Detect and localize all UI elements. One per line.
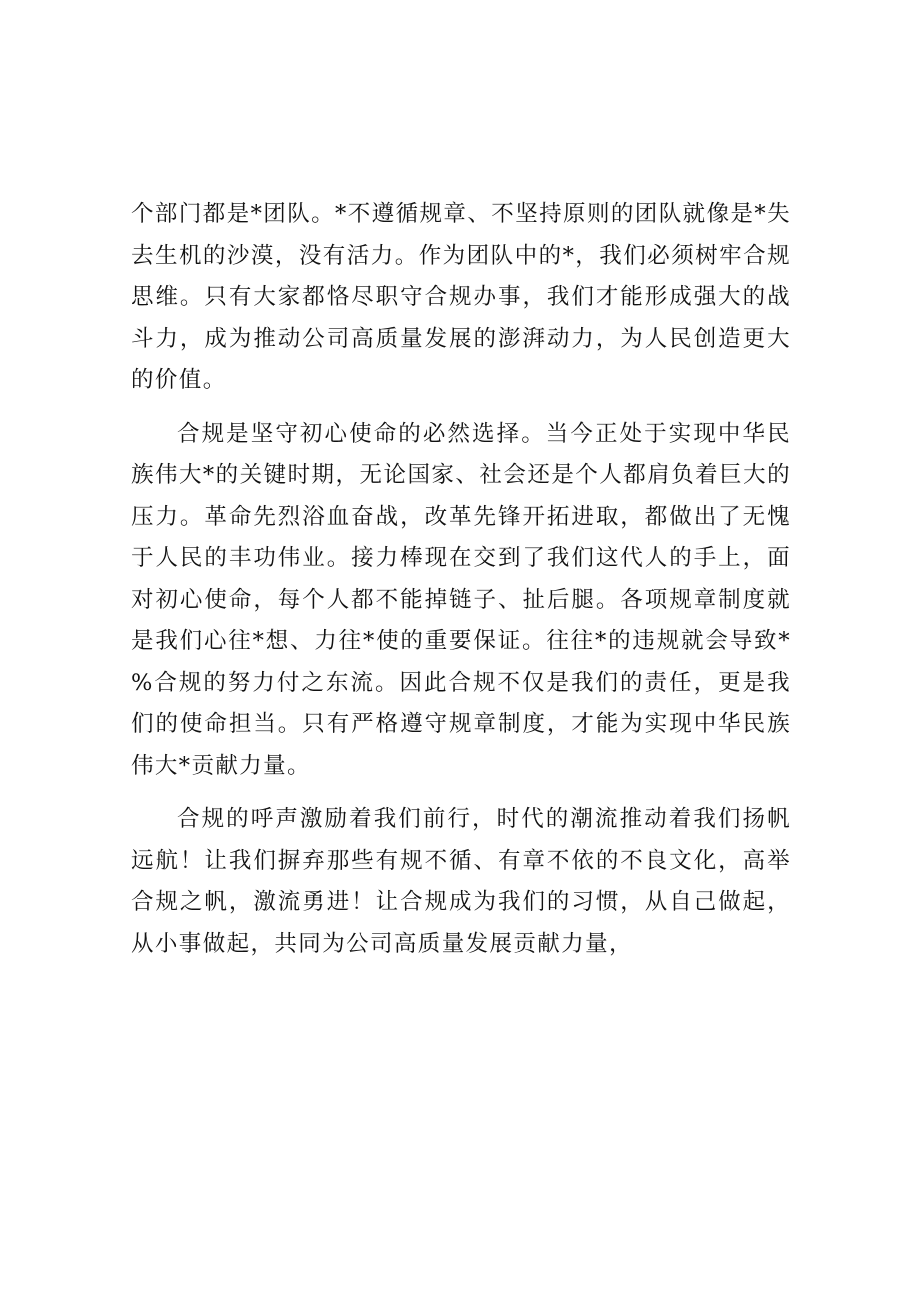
paragraph-1: 个部门都是*团队。*不遵循规章、不坚持原则的团队就像是*失去生机的沙漠，没有活力。作为团队中的*，我们必须树牢合规思维。只有大家都恪尽职守合规办事，我们才能形成强大的战斗力，成为推动公司高质量发展的澎湃动力，为人民创造更大的价值。 bbox=[131, 201, 791, 393]
paragraph-3: 合规的呼声激励着我们前行，时代的潮流推动着我们扬帆远航！让我们摒弃那些有规不循、有章不依的不良文化，高举合规之帆，激流勇进！让合规成为我们的习惯，从自己做起，从小事做起，共同为公司高质量发展贡献力量， bbox=[131, 806, 791, 957]
paragraph-2: 合规是坚守初心使命的必然选择。当今正处于实现中华民族伟大*的关键时期，无论国家、社会还是个人都肩负着巨大的压力。革命先烈浴血奋战，改革先锋开拓进取，都做出了无愧于人民的丰功伟业。接力棒现在交到了我们这代人的手上，面对初心使命，每个人都不能掉链子、扯后腿。各项规章制度就是我们心往*想、力往*使的重要保证。往往*的违规就会导致*%合规的努力付之东流。因此合规不仅是我们的责任，更是我们的使命担当。只有严格遵守规章制度，才能为实现中华民族伟大*贡献力量。 bbox=[131, 420, 791, 779]
document-body bbox=[131, 194, 791, 977]
